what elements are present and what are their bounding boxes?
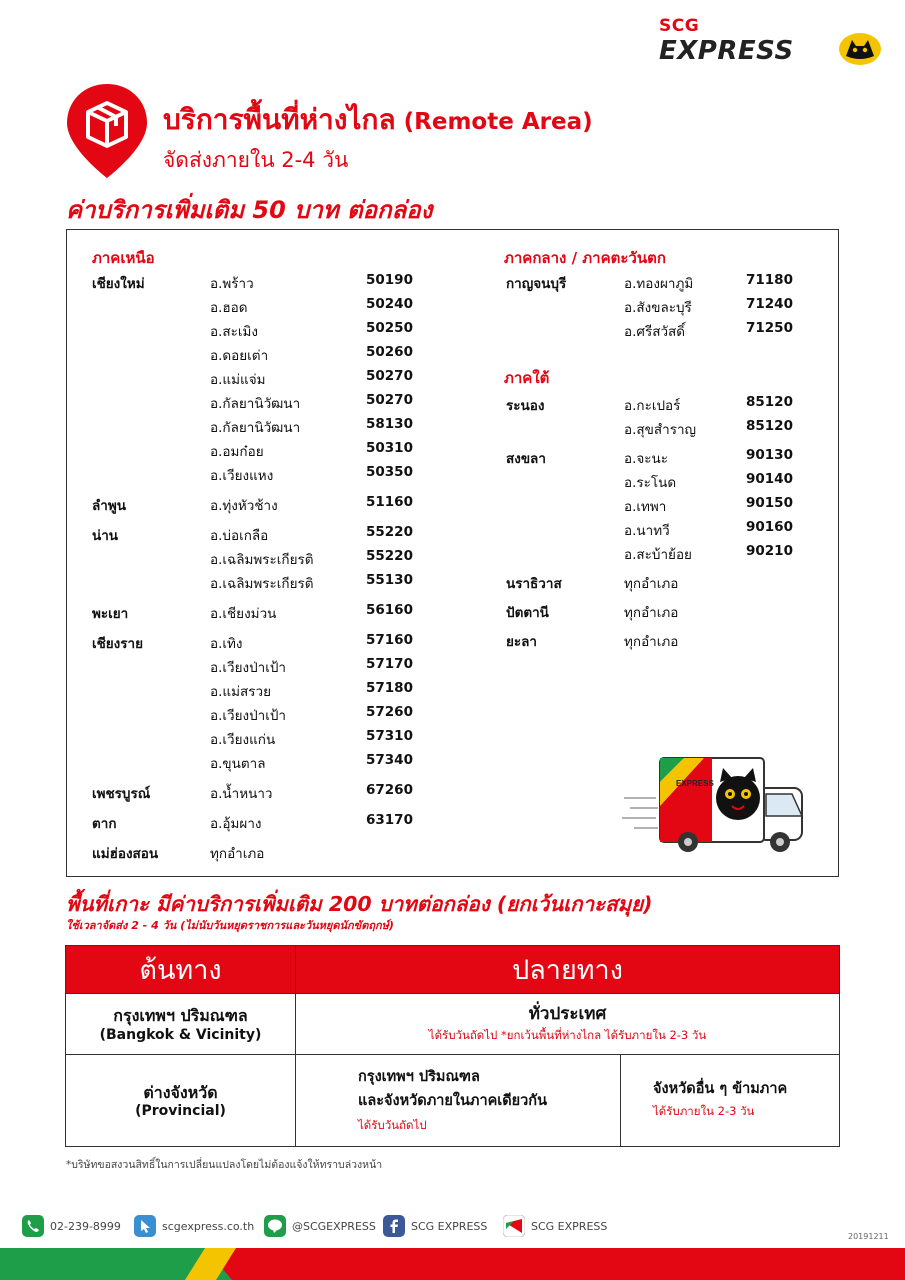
district-name: อ.เวียงแหง	[210, 468, 274, 484]
district-name: อ.เวียงป่าเป้า	[210, 708, 287, 724]
district-name: อ.สะเมิง	[210, 324, 258, 340]
facebook-page: SCG EXPRESS	[411, 1220, 488, 1233]
table-header-row	[66, 946, 840, 994]
province-name: พะเยา	[92, 606, 129, 622]
brand-scg-text: SCG	[659, 16, 700, 36]
district-name: ทุกอำเภอ	[624, 634, 679, 650]
district-name: อ.เวียงแก่น	[210, 732, 276, 748]
column-header-destination: ปลายทาง	[296, 946, 840, 994]
destination-cell-cross-region	[621, 1055, 840, 1147]
district-name: ทุกอำเภอ	[624, 576, 679, 592]
district-name: อ.เทพา	[624, 499, 667, 515]
district-name: อ.แม่สรวย	[210, 684, 271, 700]
district-name: อ.ทองผาภูมิ	[624, 276, 694, 292]
postal-code: 90150	[746, 495, 793, 511]
district-name: อ.กะเปอร์	[624, 398, 681, 414]
document-id: 20191211	[848, 1232, 889, 1241]
district-name: อ.ขุนตาล	[210, 756, 266, 772]
postal-code: 63170	[366, 812, 413, 828]
district-name: ทุกอำเภอ	[624, 605, 679, 621]
truck-brand-label: EXPRESS	[676, 779, 714, 788]
brand-express-text: EXPRESS	[659, 36, 794, 66]
province-name: เพชรบูรณ์	[92, 786, 151, 802]
district-name: อ.สังขละบุรี	[624, 300, 692, 316]
page-title	[163, 98, 593, 142]
district-name: อ.ทุ่งหัวช้าง	[210, 498, 278, 514]
destination-cross-region-title: จังหวัดอื่น ๆ ข้ามภาค	[653, 1080, 788, 1097]
province-name: ลำพูน	[92, 498, 126, 514]
table-row	[66, 1055, 840, 1147]
island-fee-heading: พื้นที่เกาะ มีค่าบริการเพิ่มเติม 200 บาทต่อกล่อง (ยกเว้นเกาะสมุย)	[66, 892, 653, 916]
line-account: @SCGEXPRESS	[292, 1220, 376, 1233]
postal-code: 55130	[366, 572, 413, 588]
district-name: อ.อุ้มผาง	[210, 816, 262, 832]
postal-code: 50310	[366, 440, 413, 456]
origin-bangkok-th: กรุงเทพฯ ปริมณฑล	[113, 1006, 248, 1026]
postal-code: 71250	[746, 320, 793, 336]
website-url: scgexpress.co.th	[162, 1220, 255, 1233]
district-name: อ.เวียงป่าเป้า	[210, 660, 287, 676]
brand-logo	[655, 16, 885, 66]
postal-code: 57160	[366, 632, 413, 648]
map-pin-box-icon	[64, 82, 150, 180]
province-name: ปัตตานี	[506, 605, 549, 621]
district-name: อ.ดอยเต่า	[210, 348, 269, 364]
footer-color-stripe	[0, 1248, 905, 1280]
postal-code: 57180	[366, 680, 413, 696]
postal-code: 50250	[366, 320, 413, 336]
column-header-origin: ต้นทาง	[66, 946, 296, 994]
province-name: กาญจนบุรี	[506, 276, 567, 292]
title-english: (Remote Area)	[403, 109, 593, 135]
district-name: อ.สุขสำราญ	[624, 422, 697, 438]
district-name: อ.เฉลิมพระเกียรติ	[210, 576, 314, 592]
postal-code: 58130	[366, 416, 413, 432]
postal-code: 71180	[746, 272, 793, 288]
province-name: ยะลา	[506, 634, 538, 650]
district-name: อ.กัลยานิวัฒนา	[210, 396, 301, 412]
phone-icon	[22, 1215, 44, 1237]
postal-code: 85120	[746, 394, 793, 410]
district-name: ทุกอำเภอ	[210, 846, 265, 862]
delivery-time-subtitle: จัดส่งภายใน 2-4 วัน	[163, 148, 349, 172]
district-name: อ.น้ำหนาว	[210, 786, 273, 802]
district-name: อ.จะนะ	[624, 451, 669, 467]
postal-code: 67260	[366, 782, 413, 798]
destination-same-region-line1: กรุงเทพฯ ปริมณฑล	[358, 1069, 480, 1086]
black-cat-logo-icon	[838, 32, 882, 66]
origin-provincial-th: ต่างจังหวัด	[143, 1082, 218, 1102]
province-name: ระนอง	[506, 398, 545, 414]
district-name: อ.พร้าว	[210, 276, 254, 292]
postal-code: 85120	[746, 418, 793, 434]
postal-code: 90130	[746, 447, 793, 463]
district-name: อ.แม่แจ่ม	[210, 372, 266, 388]
postal-code: 50270	[366, 392, 413, 408]
postal-code: 50240	[366, 296, 413, 312]
delivery-truck-illustration	[620, 752, 820, 856]
district-name: อ.สะบ้าย้อย	[624, 547, 692, 563]
line-app-icon	[264, 1215, 286, 1237]
app-name: SCG EXPRESS	[531, 1220, 608, 1233]
district-name: อ.กัลยานิวัฒนา	[210, 420, 301, 436]
region-south-heading: ภาคใต้	[504, 369, 550, 387]
origin-cell-bangkok	[66, 994, 296, 1055]
region-central-heading: ภาคกลาง / ภาคตะวันตก	[504, 249, 666, 267]
postal-code: 90160	[746, 519, 793, 535]
district-name: อ.อมก๋อย	[210, 444, 264, 460]
postal-code: 90210	[746, 543, 793, 559]
postal-code: 57260	[366, 704, 413, 720]
phone-number: 02-239-8999	[50, 1220, 121, 1233]
postal-code: 71240	[746, 296, 793, 312]
postal-code: 55220	[366, 524, 413, 540]
province-name: สงขลา	[506, 451, 546, 467]
region-north-heading: ภาคเหนือ	[92, 249, 155, 267]
district-name: อ.เทิง	[210, 636, 243, 652]
destination-cell-nationwide	[296, 994, 840, 1055]
province-name: เชียงราย	[92, 636, 144, 652]
cursor-icon	[134, 1215, 156, 1237]
title-thai: บริการพื้นที่ห่างไกล	[163, 103, 396, 136]
table-row	[66, 994, 840, 1055]
destination-nationwide-note: ได้รับวันถัดไป *ยกเว้นพื้นที่ห่างไกล ได้รับภายใน 2-3 วัน	[428, 1028, 707, 1043]
district-name: อ.ระโนด	[624, 475, 677, 491]
origin-cell-provincial	[66, 1055, 296, 1147]
province-name: ตาก	[92, 816, 117, 832]
postal-code: 56160	[366, 602, 413, 618]
district-name: อ.เฉลิมพระเกียรติ	[210, 552, 314, 568]
province-name: แม่ฮ่องสอน	[92, 846, 159, 862]
postal-code: 55220	[366, 548, 413, 564]
destination-same-region-note: ได้รับวันถัดไป	[358, 1117, 427, 1132]
island-delivery-note: ใช้เวลาจัดส่ง 2 - 4 วัน (ไม่นับวันหยุดราชการและวันหยุดนักขัตฤกษ์)	[66, 919, 394, 932]
postal-code: 57340	[366, 752, 413, 768]
postal-code: 51160	[366, 494, 413, 510]
district-name: อ.ศรีสวัสดิ์	[624, 324, 686, 340]
postal-code: 50260	[366, 344, 413, 360]
postal-code: 90140	[746, 471, 793, 487]
district-name: อ.บ่อเกลือ	[210, 528, 269, 544]
province-name: เชียงใหม่	[92, 276, 145, 292]
delivery-time-table	[65, 945, 840, 1147]
district-name: อ.ฮอด	[210, 300, 248, 316]
postal-code: 50270	[366, 368, 413, 384]
scg-app-icon	[503, 1215, 525, 1237]
postal-code: 50190	[366, 272, 413, 288]
district-name: อ.นาทวี	[624, 523, 670, 539]
destination-same-region-line2: และจังหวัดภายในภาคเดียวกัน	[358, 1092, 548, 1109]
destination-nationwide-title: ทั่วประเทศ	[528, 1003, 607, 1024]
district-name: อ.เชียงม่วน	[210, 606, 277, 622]
postal-code: 57170	[366, 656, 413, 672]
destination-cell-same-region	[296, 1055, 621, 1147]
origin-bangkok-en: (Bangkok & Vicinity)	[99, 1026, 262, 1043]
destination-cross-region-note: ได้รับภายใน 2-3 วัน	[653, 1104, 755, 1119]
disclaimer-note: *บริษัทขอสงวนสิทธิ์ในการเปลี่ยนแปลงโดยไม่ต้องแจ้งให้ทราบล่วงหน้า	[66, 1159, 383, 1171]
origin-provincial-en: (Provincial)	[135, 1103, 226, 1120]
province-name: นราธิวาส	[506, 576, 562, 592]
postal-code: 50350	[366, 464, 413, 480]
postal-code: 57310	[366, 728, 413, 744]
additional-fee-heading: ค่าบริการเพิ่มเติม 50 บาท ต่อกล่อง	[66, 196, 433, 224]
province-name: น่าน	[92, 528, 119, 544]
facebook-icon	[383, 1215, 405, 1237]
